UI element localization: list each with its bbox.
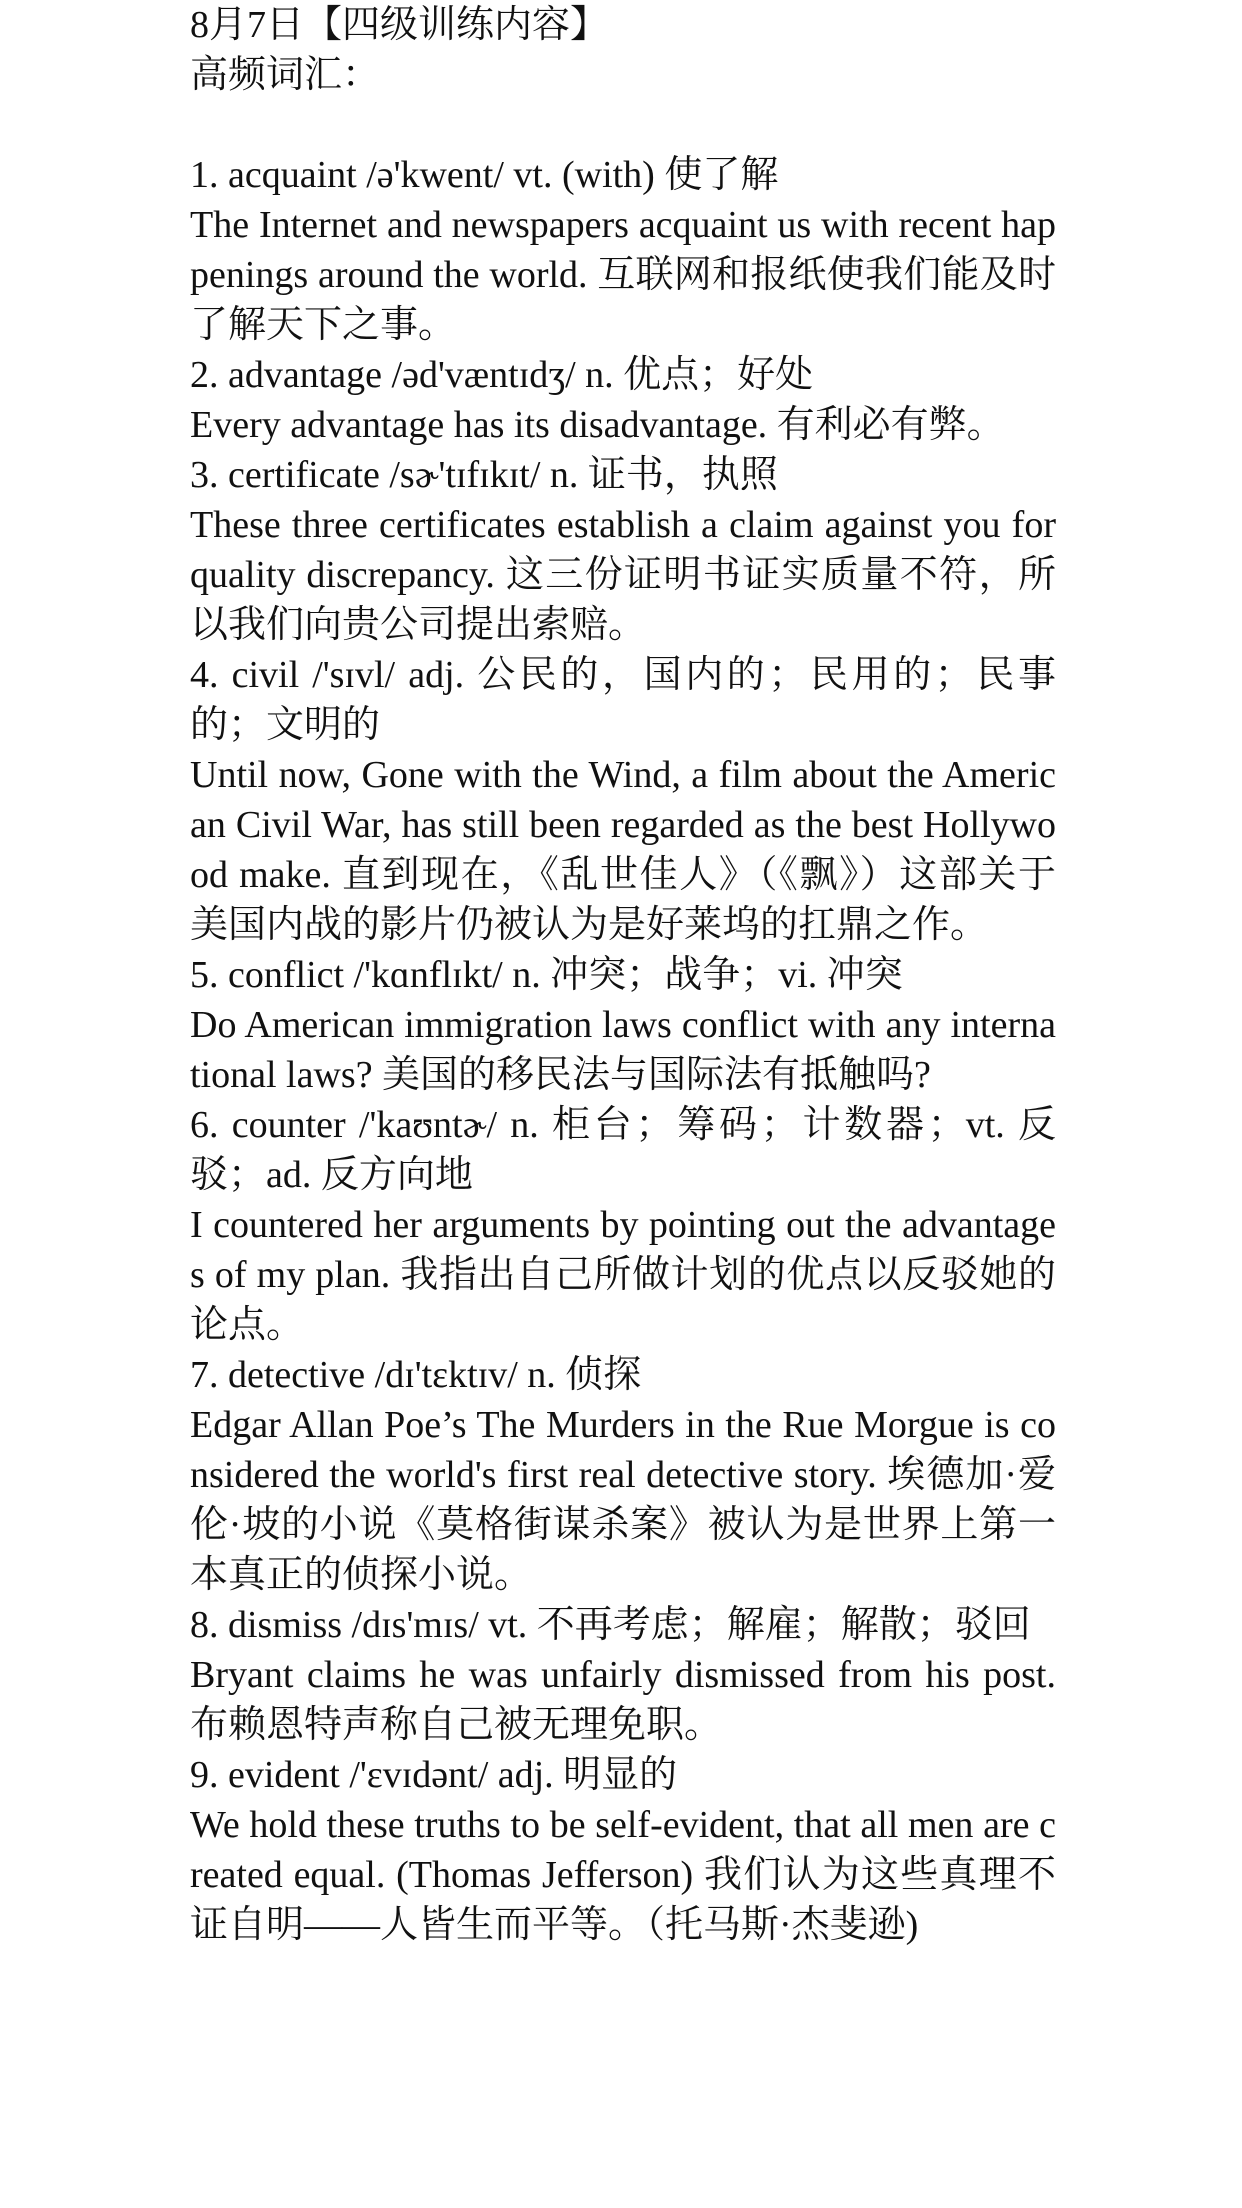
vocab-entry-example: Do American immigration laws conflict with any international laws? 美国的移民法与国际法有抵触吗?	[190, 1004, 1056, 1096]
vocab-entry-example: The Internet and newspapers acquaint us with recent happenings around the world. 互联网和报纸使我们能及时了解天下之事。	[190, 204, 1056, 346]
document-title: 8月7日【四级训练内容】	[190, 4, 609, 46]
vocab-entry-example: These three certificates establish a claim against you for quality discrepancy. 这三份证明书证实质量不符，所以我们向贵公司提出索赔。	[190, 504, 1056, 646]
vocabulary-list	[190, 150, 1056, 1950]
vocab-entry-headword: 5. conflict /'kɑnflɪkt/ n. 冲突；战争；vi. 冲突	[190, 954, 903, 996]
blank-line	[190, 100, 1056, 150]
vocab-entry-headword: 8. dismiss /dɪs'mɪs/ vt. 不再考虑；解雇；解散；驳回	[190, 1604, 1031, 1646]
vocab-entry-headword: 6. counter /'kaʊntɚ/ n. 柜台；筹码；计数器；vt. 反驳；ad. 反方向地	[190, 1104, 1056, 1196]
vocab-entry-example: I countered her arguments by pointing out the advantages of my plan. 我指出自己所做计划的优点以反驳她的论点。	[190, 1204, 1056, 1346]
vocab-entry-example: Until now, Gone with the Wind, a film about the American Civil War, has still been regarded as the best Hollywood make. 直到现在，《乱世佳人》（《飘》）这部关于美国内战的影片仍被认为是好莱坞的扛鼎之作。	[190, 754, 1056, 946]
document-page	[190, 0, 1056, 1950]
vocab-entry-headword: 4. civil /'sɪvl/ adj. 公民的，国内的；民用的；民事的；文明的	[190, 654, 1056, 746]
vocab-entry-example: Every advantage has its disadvantage. 有利必有弊。	[190, 404, 1005, 446]
vocab-entry-headword: 9. evident /'ɛvɪdənt/ adj. 明显的	[190, 1754, 678, 1796]
vocab-entry-headword: 3. certificate /sɚ'tɪfɪkɪt/ n. 证书，执照	[190, 454, 778, 496]
vocab-entry-headword: 1. acquaint /ə'kwent/ vt. (with) 使了解	[190, 154, 779, 196]
vocab-entry-headword: 7. detective /dɪ'tɛktɪv/ n. 侦探	[190, 1354, 642, 1396]
vocab-entry-example: Bryant claims he was unfairly dismissed from his post. 布赖恩特声称自己被无理免职。	[190, 1654, 1056, 1746]
vocab-entry-example: Edgar Allan Poe’s The Murders in the Rue Morgue is considered the world's first real detective story. 埃德加·爱伦·坡的小说《莫格街谋杀案》被认为是世界上第一本真正的侦探小说。	[190, 1404, 1056, 1596]
vocab-entry-headword: 2. advantage /əd'væntɪdʒ/ n. 优点；好处	[190, 354, 814, 396]
section-heading: 高频词汇：	[190, 54, 381, 96]
vocab-entry-example: We hold these truths to be self-evident, that all men are created equal. (Thomas Jefferson) 我们认为这些真理不证自明——人皆生而平等。（托马斯·杰斐逊)	[190, 1804, 1056, 1946]
